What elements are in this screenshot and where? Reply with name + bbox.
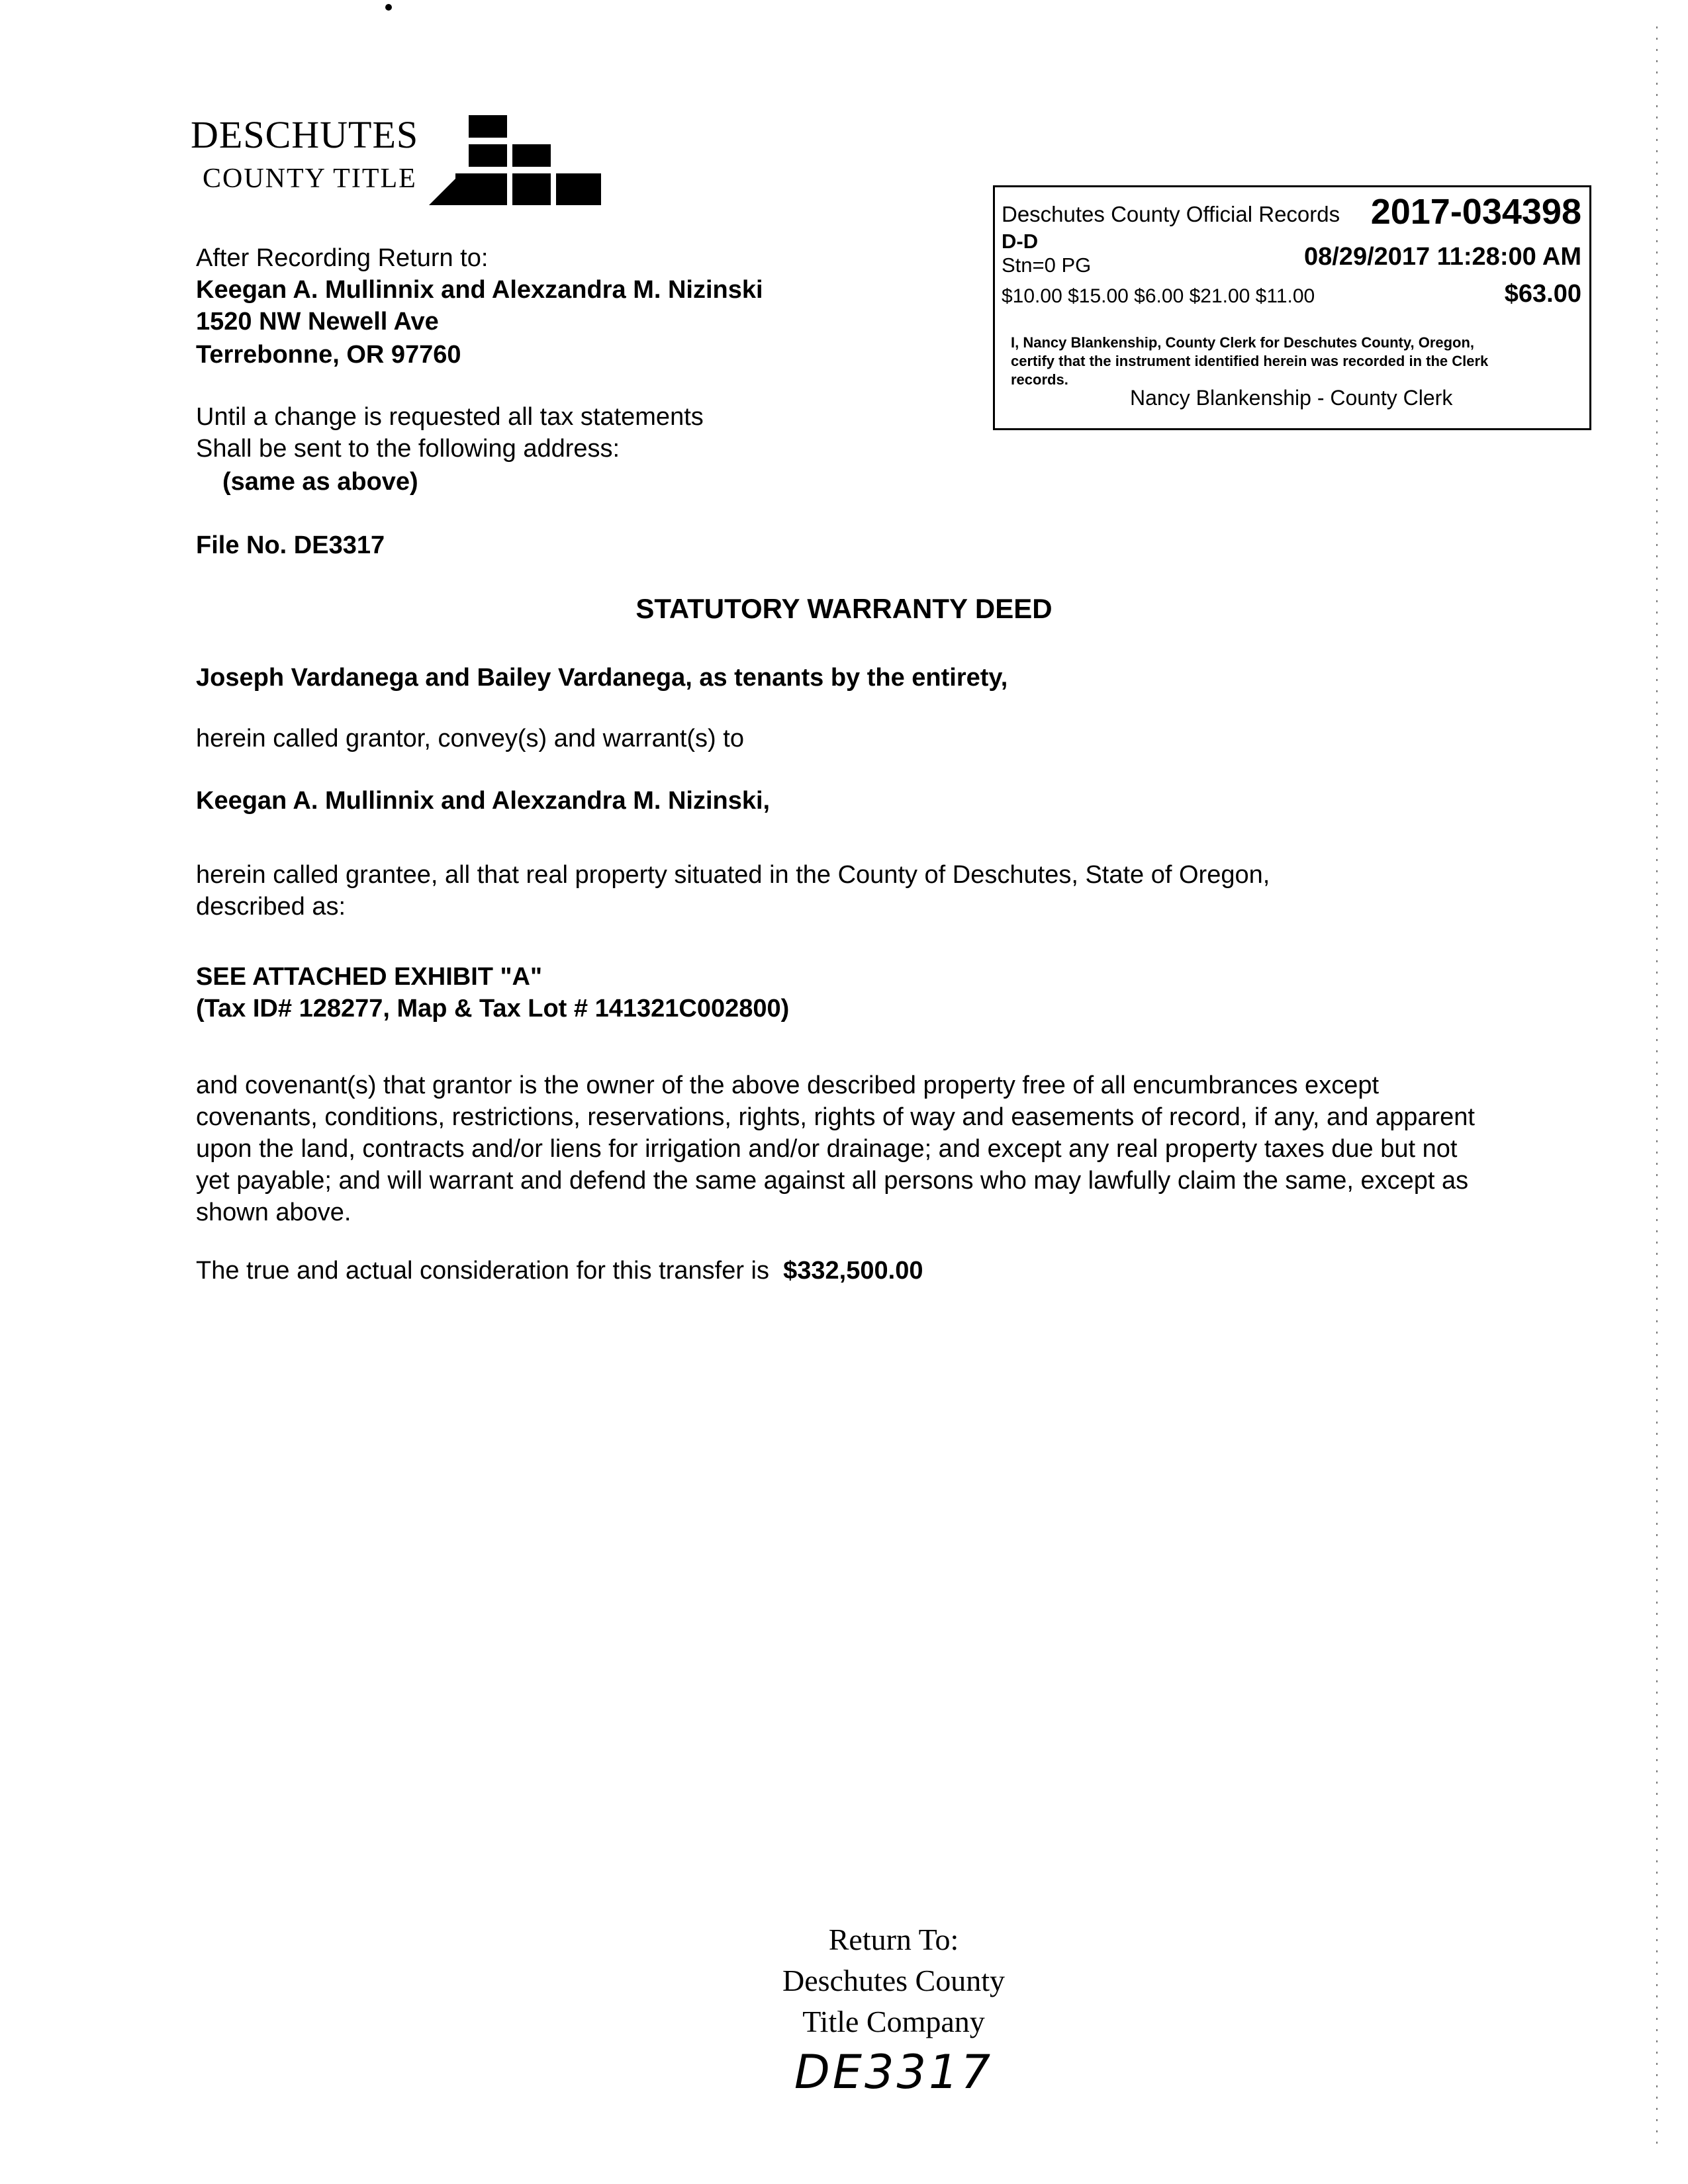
grantor-phrase: herein called grantor, convey(s) and warrant(s) to	[196, 725, 744, 752]
grantee-phrase-line2: described as:	[196, 893, 346, 921]
grantor-names: Joseph Vardanega and Bailey Vardanega, as tenants by the entirety,	[196, 664, 1008, 692]
page-title: STATUTORY WARRANTY DEED	[635, 593, 1053, 624]
recording-doc-number: 2017-034398	[1370, 192, 1581, 232]
consideration-amount: $332,500.00	[783, 1257, 923, 1285]
return-heading: After Recording Return to:	[196, 244, 489, 272]
recording-stamp-box	[993, 185, 1591, 430]
company-logo	[191, 113, 601, 212]
tax-line3: (same as above)	[222, 468, 418, 496]
recording-certification-line2: certify that the instrument identified herein was recorded in the Clerk	[1011, 353, 1489, 369]
stamp-line1: Return To:	[828, 1923, 959, 1956]
recording-datetime: 08/29/2017 11:28:00 AM	[1303, 243, 1581, 271]
stamp-line3: Title Company	[802, 2005, 985, 2038]
grantee-names: Keegan A. Mullinnix and Alexzandra M. Nizinski,	[196, 787, 771, 815]
tax-line1: Until a change is requested all tax statements	[196, 403, 704, 431]
grantee-phrase-line1: herein called grantee, all that real property situated in the County of Deschutes, State of Oregon,	[196, 861, 1270, 889]
tax-line2: Shall be sent to the following address:	[196, 435, 620, 463]
recording-clerk: Nancy Blankenship - County Clerk	[1130, 386, 1453, 410]
recording-office: Deschutes County Official Records	[1002, 202, 1340, 226]
return-stamp	[702, 1919, 1086, 2102]
covenant-paragraph: and covenant(s) that grantor is the owner of the above described property free of all encumbrances except covenants, conditions, restrictions, reservations, rights, rights of way and easements of record, if any, and apparent upon the land, contracts and/or liens for irrigation and/or drainage; and except any real property taxes due but not yet payable; and will warrant and defend the same against all persons who may lawfully claim the same, except as shown above.	[196, 1071, 1475, 1226]
return-city: Terrebonne, OR 97760	[196, 341, 461, 369]
exhibit-reference: SEE ATTACHED EXHIBIT "A"	[196, 963, 543, 991]
return-name: Keegan A. Mullinnix and Alexzandra M. Nizinski	[196, 276, 763, 304]
stamp-line2: Deschutes County	[782, 1964, 1005, 1997]
exhibit-tax-id: (Tax ID# 128277, Map & Tax Lot # 141321C002800)	[196, 995, 790, 1023]
consideration-text: The true and actual consideration for this transfer is	[196, 1257, 770, 1285]
file-number: File No. DE3317	[196, 531, 385, 559]
return-street: 1520 NW Newell Ave	[196, 308, 439, 336]
recording-type: D-D	[1002, 230, 1039, 253]
logo-line2: COUNTY TITLE	[203, 163, 417, 194]
recording-certification-line3: records.	[1011, 371, 1068, 388]
logo-line1: DESCHUTES	[191, 113, 419, 156]
stamp-handwritten-file: DE3317	[794, 2045, 994, 2099]
scan-dot	[385, 4, 392, 11]
recording-fees: $10.00 $15.00 $6.00 $21.00 $11.00	[1002, 285, 1315, 307]
scan-margin-noise	[1647, 26, 1667, 2144]
logo-block-icon	[429, 115, 601, 205]
recording-station: Stn=0 PG	[1002, 253, 1092, 277]
recording-certification-line1: I, Nancy Blankenship, County Clerk for Deschutes County, Oregon,	[1011, 334, 1475, 351]
consideration-line	[196, 1255, 923, 1287]
recording-total: $63.00	[1504, 280, 1581, 308]
